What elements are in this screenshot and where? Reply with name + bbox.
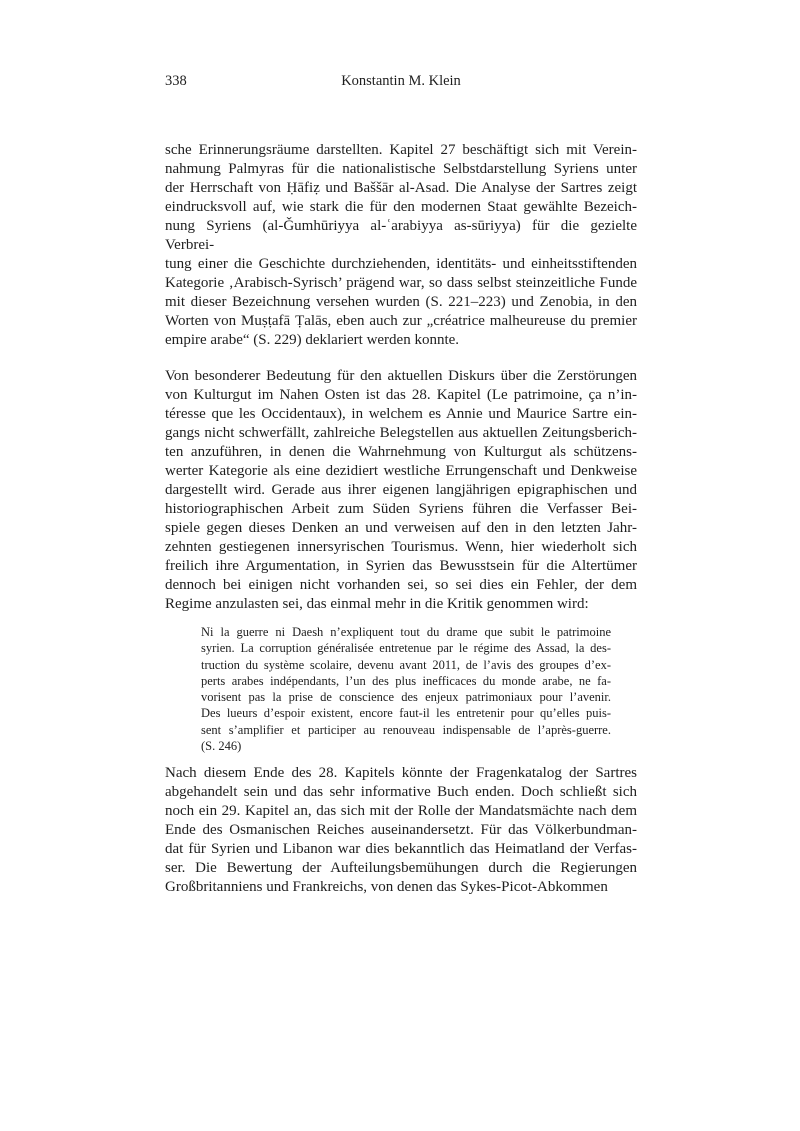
text-line: nahmung Palmyras für die nationalistische Selbstdarstellung Syriens unter: [165, 161, 637, 177]
page-number: 338: [165, 73, 187, 89]
text-line: vorisent pas la prise de conscience des enjeux patrimoniaux pour l’avenir.: [201, 690, 611, 705]
text-line: eindrucksvoll auf, wie stark die für den modernen Staat gewählte Bezeich-: [165, 199, 637, 215]
text-line: Ni la guerre ni Daesh n’expliquent tout du drame que subit le patrimoine: [201, 625, 611, 639]
text-line: mit dieser Bezeichnung versehen wurden (S. 221–223) und Zenobia, in den: [165, 294, 637, 310]
text-line: von Kulturgut im Nahen Osten ist das 28. Kapitel (Le patrimoine, ça n’in-: [165, 387, 637, 403]
text-line: gangs nicht schwerfällt, zahlreiche Belegstellen aus aktuellen Zeitungsberich-: [165, 425, 637, 441]
text-line: perts arabes indépendants, l’un des plus inefficaces du monde arabe, ne fa-: [201, 673, 611, 688]
text-line: truction du système scolaire, devenu avant 2011, de l’avis des groupes d’ex-: [201, 657, 611, 672]
running-head: Konstantin M. Klein: [341, 73, 461, 89]
text-line: noch ein 29. Kapitel an, das sich mit der Rolle der Mandatsmächte nach dem: [165, 803, 637, 820]
text-line: zehnten gestiegenen innersyrischen Tourismus. Wenn, hier wiederholt sich: [165, 539, 637, 555]
page-body: [165, 141, 637, 897]
text-line: freilich ihre Argumentation, in Syrien das Bewusstsein für die Altertümer: [165, 558, 637, 574]
paragraph: [165, 367, 637, 614]
paragraph: [165, 141, 637, 350]
text-line: dargestellt wird. Gerade aus ihrer eigenen langjährigen epigraphischen und: [165, 482, 637, 498]
page-header: [165, 72, 637, 90]
text-line: sche Erinnerungsräume darstellten. Kapitel 27 beschäftigt sich mit Verein-: [165, 142, 637, 158]
text-line: Regime anzulasten sei, das einmal mehr in die Kritik genommen wird:: [165, 596, 589, 612]
text-line: Ende des Osmanischen Reiches auseinandersetzt. Für das Völkerbundman-: [165, 822, 637, 839]
paragraph: [165, 764, 637, 897]
text-line: Nach diesem Ende des 28. Kapitels könnte der Fragenkatalog der Sartres: [165, 765, 637, 782]
text-line: historiographischen Arbeit zum Süden Syriens führen die Verfasser Bei-: [165, 501, 637, 517]
text-line: Von besonderer Bedeutung für den aktuellen Diskurs über die Zerstörungen: [165, 368, 637, 384]
text-line: spiele gegen dieses Denken an und verweisen auf den in den letzten Jahr-: [165, 520, 637, 536]
block-quote: [201, 624, 611, 754]
text-line: dennoch bei einigen nicht vorhanden sei, so sei dies ein Fehler, der dem: [165, 577, 637, 593]
text-line: dat für Syrien und Libanon war dies bekanntlich das Heimatland der Verfas-: [165, 841, 637, 858]
text-line: (S. 246): [201, 739, 242, 754]
text-line: tung einer die Geschichte durchziehenden, identitäts- und einheitsstiftenden: [165, 256, 637, 272]
text-line: ser. Die Bewertung der Aufteilungsbemühungen durch die Regierungen: [165, 860, 637, 877]
text-line: téresse que les Occidentaux), in welchem es Annie und Maurice Sartre ein-: [165, 406, 637, 422]
text-line: abgehandelt sein und das sehr informative Buch enden. Doch schließt sich: [165, 784, 637, 801]
text-line: Des lueurs d’espoir existent, encore faut-il les entretenir pour qu’elles puis-: [201, 706, 611, 721]
text-line: werter Kategorie als eine dezidiert westliche Errungenschaft und Denkweise: [165, 463, 637, 479]
text-line: Kategorie ‚Arabisch-Syrisch’ prägend war, so dass selbst steinzeitliche Funde: [165, 275, 637, 291]
text-line: sent s’amplifier et participer au renouveau indispensable de l’après-guerre.: [201, 722, 611, 737]
text-line: der Herrschaft von Ḥāfiẓ und Baššār al-Asad. Die Analyse der Sartres zeigt: [165, 180, 637, 196]
text-line: Worten von Muṣṭafā Ṭalās, eben auch zur „créatrice malheureuse du premier: [165, 313, 637, 329]
text-line: ten anzuführen, in denen die Wahrnehmung von Kulturgut als schützens-: [165, 444, 637, 460]
text-line: Großbritanniens und Frankreichs, von denen das Sykes-Picot-Abkommen: [165, 879, 608, 896]
text-line: syrien. La corruption généralisée entretenue par le régime des Assad, la des-: [201, 641, 611, 656]
text-line: empire arabe“ (S. 229) deklariert werden konnte.: [165, 332, 460, 348]
text-line: nung Syriens (al-Ǧumhūriyya al-ʿarabiyya as-sūriyya) für die gezielte Verbrei-: [165, 218, 637, 253]
